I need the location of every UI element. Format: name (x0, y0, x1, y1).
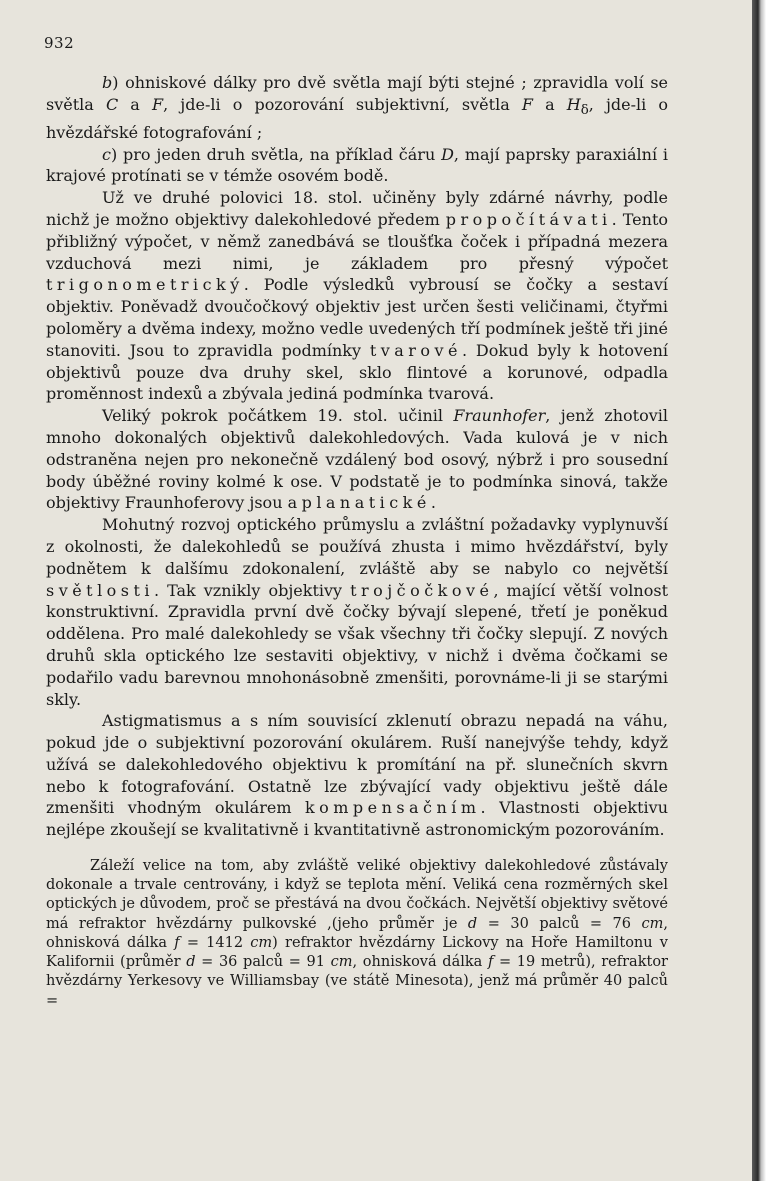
italic-run: d (467, 915, 478, 932)
paragraph-p3 (46, 187, 668, 405)
main-text (46, 72, 668, 841)
text-run: . Vlastnosti objektivu nejlépe zkoušejí se kvalitativně i kvantitativně astronomickým pozorováním. (46, 798, 668, 840)
italic-run: b (102, 73, 113, 92)
text-run: a (532, 94, 567, 114)
emphasized-term: kompensačním (304, 798, 481, 818)
emphasized-term: trigonometrický (46, 275, 244, 295)
paragraph-p6 (46, 710, 668, 841)
italic-run: f (174, 934, 180, 951)
text-run: Mohutný rozvoj optického průmyslu a zvláštní požadavky vyplynuvší z okolnosti, že dalekohledů se používá zhusta i mimo hvězdářství, byly podnětem k dalšímu zdokonalení, zvláště aby se nabylo co největší (46, 515, 668, 578)
text-run: , jenž zhotovil mnoho dokonalých objektivů dalekohledových. Vada kulová je v nich odstraněna nejen pro nekonečně vzdálený bod osový, nýbrž i pro sousední body úběžné roviny kolmé k ose. V podstatě je to podmínka sinová, takže objektivy Fraunhoferovy jsou (46, 406, 668, 513)
text-run: . Tak vznikly objektivy (153, 580, 351, 600)
paragraph-p1 (46, 72, 668, 144)
italic-run: C (105, 94, 119, 114)
text-run: , jde-li o hvězdářské fotografování ; (46, 94, 669, 142)
text-run: = 30 palců = 76 (477, 915, 642, 932)
italic-run: H (566, 94, 581, 114)
page-number: 932 (44, 34, 75, 52)
italic-run: cm (250, 934, 273, 951)
text-run: a (118, 94, 152, 114)
italic-run: f (487, 954, 494, 971)
italic-run: c (102, 144, 111, 164)
book-binding-edge (752, 0, 782, 1181)
text-run: , ohnisková dálka (46, 915, 668, 951)
paragraph-p4 (46, 405, 668, 514)
text-run: Záleží velice na tom, aby zvláště veliké objektivy dalekohledové zůstávaly dokonale a trvale centrovány, i když se teplota mění. Veliká cena rozměrných skel optických je důvodem, proč se přestává na dvou čočkách. Největší objektivy světové má refraktor hvězdárny pulkovské ,(jeho průměr je (46, 858, 668, 932)
emphasized-term: propočítávati (445, 209, 612, 229)
text-run: , jde-li o pozorování subjektivní, světla (163, 94, 522, 114)
emphasized-term: aplanatické (287, 493, 431, 513)
subscript: δ (580, 102, 589, 118)
text-run: = 36 palců = 91 (195, 954, 331, 971)
text-run: , mající větší volnost konstruktivní. Zpravidla první dvě čočky bývají slepené, třetí je poněkud oddělena. Pro malé dalekohledy se však všechny tři čočky slepují. Z nových druhů skla optického lze sestaviti objektivy, v nichž i dvěma čočkami se podařilo vadu barevnou mnohonásobně zmenšiti, porovnáme-li ji se starými skly. (46, 580, 669, 709)
italic-run: cm (330, 954, 353, 971)
text-run: ) refraktor hvězdárny Lickovy na Hoře Hamiltonu v Kalifornii (průměr (46, 934, 668, 971)
text-run: = 19 metrů), refraktor hvězdárny Yerkesovy ve Williamsbay (ve státě Minesota), jenž má průměr 40 palců = (46, 954, 668, 1009)
text-run: . Podle výsledků vybrousí se čočky a sestaví objektiv. Poněvadž dvoučočkový objektiv jest určen šesti veličinami, čtyřmi poloměry a dvěma indexy, možno vedle uvedených tří podmínek ještě tři jiné stanoviti. Jsou to zpravidla podmínky (46, 275, 668, 360)
text-run: ) pro jeden druh světla, na příklad čáru (110, 144, 442, 164)
text-run: = 1412 (179, 934, 251, 951)
paragraph-p2 (46, 144, 668, 188)
italic-run: D (441, 144, 454, 164)
italic-run: Fraunhofer (453, 406, 546, 426)
text-run: ) ohniskové dálky pro dvě světla mají býti stejné ; zpravidla volí se světla (46, 73, 668, 114)
italic-run: F (151, 94, 164, 114)
text-run: . Tento přibližný výpočet, v němž zanedbává se tloušťka čoček i případná mezera vzduchová mezi nimi, je základem pro přesný výpočet (46, 209, 668, 273)
text-run: , mají paprsky paraxiální i krajové protínati se v témže osovém bodě. (46, 144, 669, 186)
text-run: , ohnisková dálka (352, 954, 488, 971)
italic-run: cm (641, 915, 664, 932)
text-run: Veliký pokrok počátkem 19. stol. učinil (102, 406, 454, 426)
italic-run: F (521, 94, 533, 114)
page-text (46, 72, 668, 1011)
emphasized-term: světlosti (46, 580, 154, 600)
text-run: . (430, 493, 436, 513)
text-run: Už ve druhé polovici 18. stol. učiněny byly zdárné návrhy, podle nichž je možno objektivy dalekohledové předem (46, 188, 668, 229)
text-run: . Dokud byly k hotovení objektivů pouze dva druhy skel, sklo flintové a korunové, odpadla proměnnost indexů a zbývala jediná podmínka tvarová. (46, 340, 668, 404)
paragraph-p5 (46, 514, 668, 710)
footnote-paragraph (46, 857, 668, 1011)
italic-run: d (186, 954, 196, 971)
emphasized-term: trojčočkové (350, 580, 494, 600)
text-run: Astigmatismus a s ním souvisící zklenutí obrazu nepadá na váhu, pokud jde o subjektivní pozorování okulárem. Ruší nanejvýše tehdy, když užívá se dalekohledového objektivu k promítání na př. slunečních skvrn nebo k fotografování. Ostatně lze zbývající vady objektivu ještě dále zmenšiti vhodným okulárem (46, 711, 668, 818)
footnote-text (46, 857, 668, 1011)
emphasized-term: tvarové (369, 340, 462, 360)
